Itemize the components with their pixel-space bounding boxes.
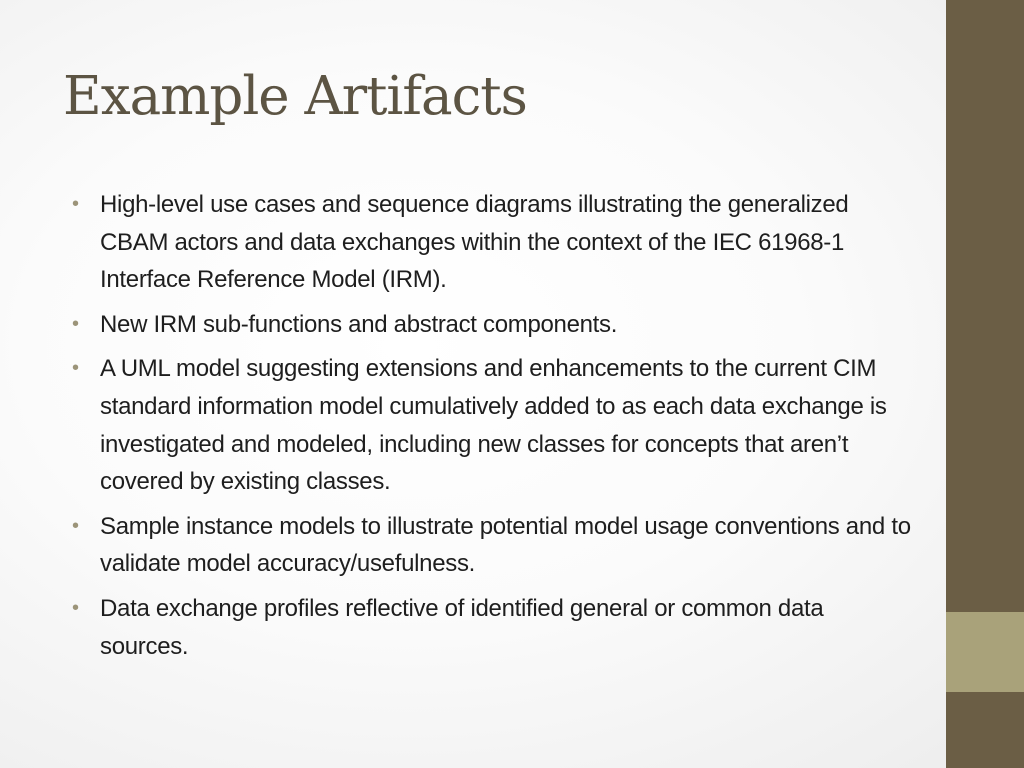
bullet-item	[72, 350, 912, 500]
bullet-point-icon: •	[72, 193, 79, 215]
sidebar-accent-decoration	[946, 612, 1024, 692]
bullet-point-icon: •	[72, 596, 79, 619]
bullet-item	[72, 306, 912, 344]
slide-title: Example Artifacts	[63, 66, 527, 127]
bullet-text: New IRM sub-functions and abstract components.	[100, 310, 618, 338]
bullet-point-icon: •	[72, 312, 79, 335]
bullet-text: A UML model suggesting extensions and enhancements to the current CIM standard information model cumulatively added to as each data exchange is investigated and modeled, including new classes for concepts that aren’t covered by existing classes.	[100, 355, 887, 496]
bullet-text: Sample instance models to illustrate potential model usage conventions and to validate model accuracy/usefulness.	[100, 512, 911, 578]
bullet-item	[72, 508, 912, 583]
bullet-point-icon: •	[72, 357, 79, 380]
bullet-point-icon: •	[72, 514, 79, 537]
bullet-item	[72, 590, 912, 665]
bullet-text: High-level use cases and sequence diagrams illustrating the generalized CBAM actors and data exchanges within the context of the IEC 61968-1 Interface Reference Model (IRM).	[100, 191, 849, 294]
bullet-item	[72, 186, 912, 299]
bullet-text: Data exchange profiles reflective of identified general or common data sources.	[100, 594, 824, 660]
bullet-list	[72, 186, 912, 672]
